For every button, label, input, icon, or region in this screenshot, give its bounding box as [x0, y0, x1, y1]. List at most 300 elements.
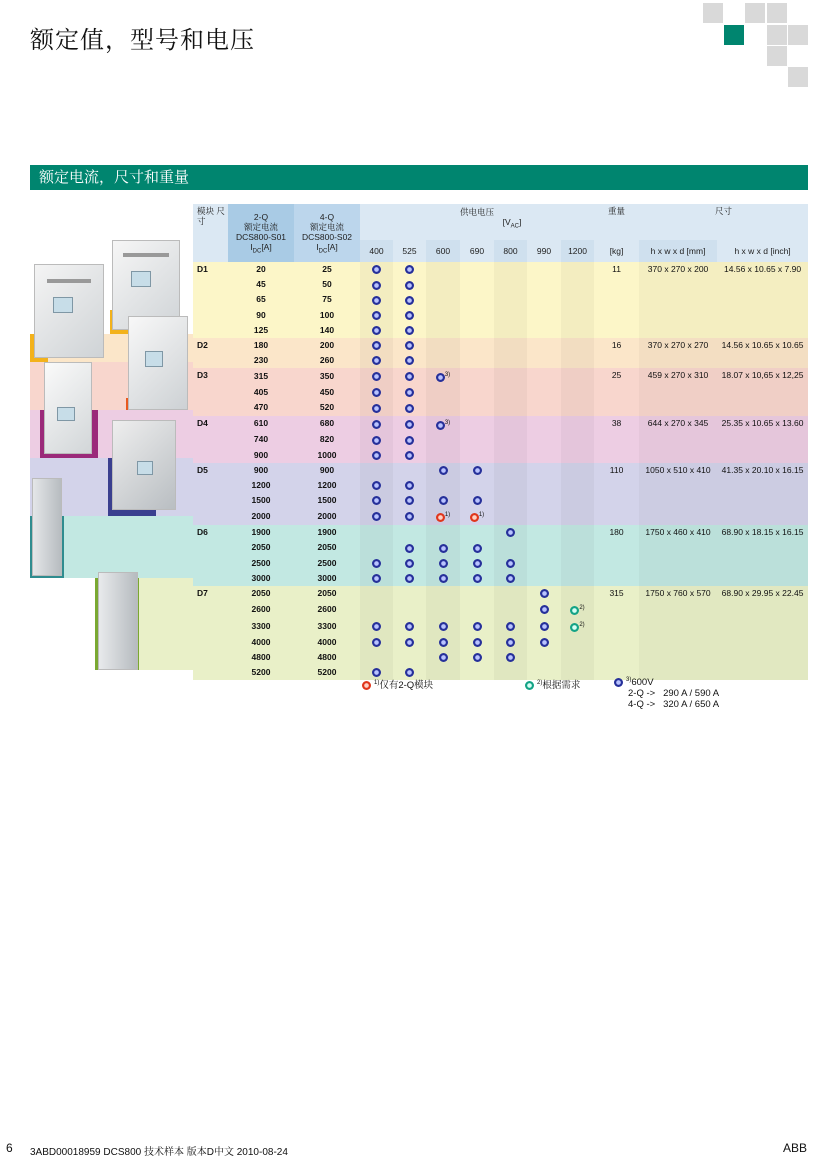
voltage-availability-cell: [360, 650, 393, 665]
voltage-availability-cell: [426, 448, 460, 463]
current-2q-cell: 65: [256, 294, 266, 305]
voltage-availability-cell: [426, 277, 460, 292]
weight-cell: 110: [609, 464, 624, 475]
dim-inch-cell: 14.56 x 10.65 x 7.90: [717, 262, 808, 338]
voltage-availability-cell: [494, 555, 527, 570]
voltage-availability-cell: [527, 416, 561, 433]
voltage-availability-cell: [527, 262, 561, 277]
footnote-marker: 3): [444, 372, 451, 379]
rated-current-4q-header: 4-Q 额定电流 DCS800-S02 $I_{DC}[A]$: [294, 204, 360, 262]
voltage-availability-cell: [460, 262, 494, 277]
current-2q-cell: 2050: [251, 587, 271, 598]
table-row: [193, 338, 808, 353]
current-4q-cell: 900: [319, 464, 335, 475]
blue-dot-icon: [405, 420, 414, 429]
blue-dot-icon: [473, 622, 482, 631]
table-row: [193, 463, 808, 478]
note-1: $^{1)}$仅有2-Q模块: [362, 677, 433, 691]
blue-dot-icon: [439, 638, 448, 647]
voltage-availability-cell: [393, 618, 426, 635]
voltage-availability-cell: [393, 416, 426, 433]
blue-dot-icon: [372, 436, 381, 445]
voltage-availability-cell: [494, 650, 527, 665]
voltage-availability-cell: [460, 571, 494, 586]
blue-dot-icon: [439, 653, 448, 662]
weight-unit-header: [kg]: [594, 240, 639, 262]
voltage-availability-cell: [393, 432, 426, 447]
weight-cell: 315: [609, 587, 624, 598]
voltage-availability-cell: [494, 368, 527, 385]
voltage-availability-cell: [561, 262, 594, 277]
voltage-availability-cell: [527, 601, 561, 618]
current-2q-cell: 125: [253, 324, 269, 335]
page-title: 额定值，型号和电压: [30, 26, 255, 54]
current-4q-cell: 520: [319, 402, 335, 413]
blue-dot-icon: [372, 265, 381, 274]
voltage-availability-cell: [360, 540, 393, 555]
blue-dot-icon: [405, 544, 414, 553]
rated-current-2q-header: 2-Q 额定电流 DCS800-S01 $I_{DC}[A]$: [228, 204, 294, 262]
blue-dot-icon: [405, 296, 414, 305]
dimension-header: 尺寸: [639, 204, 808, 240]
voltage-availability-cell: [360, 525, 393, 540]
voltage-availability-cell: [460, 416, 494, 433]
current-4q-cell: 260: [319, 355, 335, 366]
blue-dot-icon: [405, 451, 414, 460]
blue-dot-icon: [439, 622, 448, 631]
voltage-availability-cell: [494, 262, 527, 277]
blue-dot-icon: [372, 356, 381, 365]
blue-dot-icon: [540, 638, 549, 647]
voltage-availability-cell: [494, 571, 527, 586]
current-4q-cell: 3300: [317, 620, 337, 631]
current-4q-cell: 4000: [317, 636, 337, 647]
current-4q-cell: 25: [322, 264, 332, 275]
device-d3-image: [128, 316, 188, 410]
voltage-availability-cell: [494, 432, 527, 447]
current-2q-cell: 4000: [251, 636, 271, 647]
voltage-availability-cell: [393, 353, 426, 368]
current-4q-cell: 680: [319, 418, 335, 429]
voltage-availability-cell: [561, 525, 594, 540]
module-size-cell: D4: [197, 417, 208, 428]
blue-dot-icon: [439, 496, 448, 505]
current-2q-cell: 405: [253, 387, 269, 398]
current-4q-cell: 450: [319, 387, 335, 398]
voltage-availability-cell: [360, 448, 393, 463]
voltage-availability-cell: [561, 571, 594, 586]
table-header: [193, 204, 808, 262]
voltage-availability-cell: [527, 463, 561, 478]
blue-dot-icon: [372, 388, 381, 397]
voltage-availability-cell: [494, 540, 527, 555]
blue-dot-icon: [405, 404, 414, 413]
current-2q-cell: 5200: [251, 667, 271, 678]
dim-mm-cell: 370 x 270 x 270: [639, 338, 717, 368]
current-4q-cell: 100: [319, 309, 335, 320]
blue-dot-icon: [372, 574, 381, 583]
voltage-availability-cell: [360, 308, 393, 323]
section-title-bar: [30, 165, 808, 190]
current-4q-cell: 140: [319, 324, 335, 335]
current-4q-cell: 820: [319, 434, 335, 445]
voltage-availability-cell: [527, 635, 561, 650]
table-row: [193, 586, 808, 601]
blue-dot-icon: [405, 388, 414, 397]
page-number: 6: [6, 1141, 13, 1155]
current-2q-cell: 900: [253, 464, 269, 475]
voltage-availability-cell: [393, 368, 426, 385]
blue-dot-icon: [405, 496, 414, 505]
blue-dot-icon: [405, 481, 414, 490]
current-2q-cell: 20: [256, 264, 266, 275]
voltage-availability-cell: [561, 308, 594, 323]
current-2q-cell: 1900: [251, 527, 271, 538]
device-d4-image: [44, 362, 92, 454]
dim-inch-cell: 41.35 x 20.10 x 16.15: [717, 463, 808, 525]
voltage-availability-cell: [527, 277, 561, 292]
module-size-cell: D6: [197, 527, 208, 538]
voltage-availability-cell: [426, 416, 460, 433]
current-4q-cell: 2050: [317, 542, 337, 553]
dim-mm-cell: 459 x 270 x 310: [639, 368, 717, 415]
voltage-availability-cell: [494, 665, 527, 680]
voltage-availability-cell: [561, 508, 594, 525]
blue-dot-icon: [540, 605, 549, 614]
current-2q-cell: 1200: [251, 480, 271, 490]
voltage-availability-cell: [426, 555, 460, 570]
voltage-availability-cell: [426, 540, 460, 555]
voltage-availability-cell: [494, 525, 527, 540]
voltage-availability-cell: [527, 448, 561, 463]
voltage-header-6: 1200: [561, 240, 594, 262]
voltage-availability-cell: [360, 353, 393, 368]
module-size-cell: D3: [197, 370, 208, 381]
voltage-availability-cell: [561, 448, 594, 463]
current-4q-cell: 1900: [317, 527, 337, 538]
voltage-availability-cell: [460, 478, 494, 493]
voltage-availability-cell: [460, 586, 494, 601]
dim-mm-cell: 1750 x 460 x 410: [639, 525, 717, 586]
device-d5-image: [112, 420, 176, 510]
voltage-availability-cell: [426, 368, 460, 385]
current-4q-cell: 2000: [317, 511, 337, 522]
voltage-availability-cell: [360, 323, 393, 338]
voltage-availability-cell: [561, 323, 594, 338]
voltage-availability-cell: [393, 308, 426, 323]
voltage-availability-cell: [360, 400, 393, 415]
voltage-availability-cell: [527, 555, 561, 570]
module-size-cell: D7: [197, 587, 208, 598]
dim-inch-cell: 14.56 x 10.65 x 10.65: [717, 338, 808, 368]
blue-dot-icon: [506, 559, 515, 568]
blue-dot-icon: [436, 421, 445, 430]
blue-dot-icon: [405, 436, 414, 445]
current-2q-cell: 180: [253, 340, 269, 351]
voltage-availability-cell: [426, 635, 460, 650]
current-2q-cell: 2000: [251, 511, 271, 522]
voltage-availability-cell: [360, 508, 393, 525]
current-4q-cell: 50: [322, 279, 332, 290]
voltage-availability-cell: [527, 586, 561, 601]
voltage-availability-cell: [527, 308, 561, 323]
voltage-availability-cell: [360, 432, 393, 447]
voltage-availability-cell: [527, 618, 561, 635]
voltage-availability-cell: [360, 618, 393, 635]
current-2q-cell: 3000: [251, 572, 271, 583]
current-2q-cell: 470: [253, 402, 269, 413]
teal-dot-icon: [570, 606, 579, 615]
blue-dot-icon: [405, 559, 414, 568]
module-header: 模块 尺寸: [193, 204, 228, 262]
voltage-availability-cell: [527, 508, 561, 525]
voltage-availability-cell: [561, 292, 594, 307]
footer-brand: ABB: [783, 1141, 808, 1155]
voltage-header-0: 400: [360, 240, 393, 262]
voltage-availability-cell: [360, 571, 393, 586]
voltage-availability-cell: [561, 416, 594, 433]
weight-cell: 38: [611, 417, 622, 428]
dim-inch-cell: 25.35 x 10.65 x 13.60: [717, 416, 808, 463]
voltage-availability-cell: [426, 432, 460, 447]
blue-dot-icon: [439, 544, 448, 553]
voltage-availability-cell: [561, 353, 594, 368]
voltage-header-2: 600: [426, 240, 460, 262]
current-2q-cell: 2050: [251, 542, 271, 553]
voltage-availability-cell: [360, 493, 393, 508]
blue-dot-icon: [372, 326, 381, 335]
voltage-availability-cell: [527, 323, 561, 338]
voltage-availability-cell: [460, 508, 494, 525]
voltage-availability-cell: [360, 586, 393, 601]
voltage-availability-cell: [426, 292, 460, 307]
module-size-cell: D2: [197, 339, 208, 350]
voltage-availability-cell: [426, 353, 460, 368]
current-2q-cell: 900: [253, 449, 269, 460]
voltage-availability-cell: [460, 292, 494, 307]
voltage-availability-cell: [393, 262, 426, 277]
dim-inch-cell: 68.90 x 18.15 x 16.15: [717, 525, 808, 586]
voltage-availability-cell: [393, 525, 426, 540]
voltage-availability-cell: [426, 525, 460, 540]
voltage-availability-cell: [360, 292, 393, 307]
table-row: [193, 525, 808, 540]
note-3: $^{3)}$600V 2-Q -> 290 A / 590 A 4-Q -> 320 A / 650 A: [614, 677, 719, 710]
blue-dot-icon: [372, 281, 381, 290]
voltage-availability-cell: [527, 368, 561, 385]
voltage-availability-cell: [527, 571, 561, 586]
voltage-availability-cell: [426, 601, 460, 618]
dim-mm-header: h x w x d [mm]: [639, 240, 717, 262]
blue-dot-icon: [506, 653, 515, 662]
voltage-availability-cell: [494, 478, 527, 493]
voltage-availability-cell: [527, 385, 561, 400]
voltage-availability-cell: [494, 493, 527, 508]
voltage-availability-cell: [561, 478, 594, 493]
voltage-availability-cell: [460, 323, 494, 338]
weight-cell: 25: [611, 370, 622, 381]
current-4q-cell: 2500: [317, 557, 337, 568]
module-size-cell: D5: [197, 464, 208, 475]
voltage-availability-cell: [426, 586, 460, 601]
current-4q-cell: 200: [319, 340, 335, 351]
red-dot-icon: [436, 513, 445, 522]
voltage-availability-cell: [494, 385, 527, 400]
teal-dot-icon: [570, 623, 579, 632]
voltage-availability-cell: [527, 432, 561, 447]
voltage-availability-cell: [393, 463, 426, 478]
voltage-availability-cell: [393, 601, 426, 618]
current-2q-cell: 90: [256, 309, 266, 320]
voltage-availability-cell: [426, 618, 460, 635]
blue-dot-icon: [372, 372, 381, 381]
voltage-availability-cell: [527, 650, 561, 665]
voltage-availability-cell: [494, 635, 527, 650]
voltage-availability-cell: [494, 400, 527, 415]
voltage-availability-cell: [426, 338, 460, 353]
blue-dot-icon: [506, 574, 515, 583]
voltage-availability-cell: [460, 448, 494, 463]
voltage-availability-cell: [393, 338, 426, 353]
blue-dot-icon: [439, 559, 448, 568]
voltage-availability-cell: [393, 493, 426, 508]
voltage-availability-cell: [460, 650, 494, 665]
voltage-availability-cell: [527, 400, 561, 415]
blue-dot-icon: [506, 622, 515, 631]
voltage-availability-cell: [393, 385, 426, 400]
footnote-marker: 1): [478, 512, 485, 519]
footnote-marker: 2): [579, 621, 585, 628]
voltage-availability-cell: [393, 400, 426, 415]
blue-dot-icon: [473, 574, 482, 583]
voltage-availability-cell: [393, 292, 426, 307]
voltage-availability-cell: [393, 508, 426, 525]
voltage-availability-cell: [494, 601, 527, 618]
red-dot-icon: [362, 681, 371, 690]
blue-dot-icon: [372, 512, 381, 521]
current-4q-cell: 2600: [317, 603, 337, 614]
blue-dot-icon: [439, 466, 448, 475]
rating-table: [193, 204, 808, 680]
blue-dot-icon: [372, 496, 381, 505]
voltage-availability-cell: [460, 368, 494, 385]
device-d6-image: [32, 478, 62, 576]
dim-inch-header: h x w x d [inch]: [717, 240, 808, 262]
current-4q-cell: 75: [322, 294, 332, 305]
blue-dot-icon: [405, 311, 414, 320]
current-4q-cell: 5200: [317, 667, 337, 678]
voltage-availability-cell: [494, 416, 527, 433]
voltage-availability-cell: [494, 353, 527, 368]
footnote-marker: 1): [444, 512, 451, 519]
voltage-availability-cell: [561, 601, 594, 618]
voltage-availability-cell: [426, 400, 460, 415]
voltage-availability-cell: [426, 385, 460, 400]
weight-cell: 16: [611, 339, 622, 350]
blue-dot-icon: [372, 451, 381, 460]
voltage-availability-cell: [561, 277, 594, 292]
voltage-availability-cell: [393, 478, 426, 493]
voltage-availability-cell: [561, 586, 594, 601]
current-2q-cell: 3300: [251, 620, 271, 631]
voltage-availability-cell: [460, 618, 494, 635]
blue-dot-icon: [473, 496, 482, 505]
blue-dot-icon: [372, 638, 381, 647]
table-row: [193, 368, 808, 385]
current-2q-cell: 230: [253, 355, 269, 366]
voltage-availability-cell: [360, 338, 393, 353]
voltage-availability-cell: [360, 277, 393, 292]
voltage-availability-cell: [561, 540, 594, 555]
current-4q-cell: 2050: [317, 587, 337, 598]
voltage-availability-cell: [494, 308, 527, 323]
voltage-availability-cell: [460, 385, 494, 400]
voltage-availability-cell: [393, 586, 426, 601]
note-2: $^{2)}$根据需求: [525, 677, 580, 691]
voltage-availability-cell: [426, 308, 460, 323]
voltage-availability-cell: [360, 463, 393, 478]
voltage-availability-cell: [360, 478, 393, 493]
current-4q-cell: 1500: [317, 495, 337, 506]
blue-dot-icon: [473, 559, 482, 568]
voltage-availability-cell: [527, 353, 561, 368]
voltage-header-3: 690: [460, 240, 494, 262]
voltage-availability-cell: [460, 308, 494, 323]
blue-dot-icon: [405, 341, 414, 350]
footer-doc-info: 3ABD00018959 DCS800 技术样本 版本D中文 2010-08-24: [30, 1147, 288, 1158]
voltage-availability-cell: [426, 650, 460, 665]
voltage-availability-cell: [426, 493, 460, 508]
blue-dot-icon: [405, 356, 414, 365]
voltage-availability-cell: [494, 463, 527, 478]
blue-dot-icon: [436, 373, 445, 382]
module-size-cell: D1: [197, 264, 208, 274]
voltage-availability-cell: [393, 635, 426, 650]
blue-dot-icon: [372, 404, 381, 413]
table-body: [193, 262, 808, 680]
footnote-marker: 3): [444, 419, 451, 426]
voltage-availability-cell: [393, 650, 426, 665]
voltage-availability-cell: [460, 353, 494, 368]
section-title: 额定电流，尺寸和重量: [39, 168, 190, 186]
current-2q-cell: 2500: [251, 557, 271, 568]
voltage-availability-cell: [360, 555, 393, 570]
voltage-availability-cell: [460, 665, 494, 680]
blue-dot-icon: [614, 678, 623, 687]
blue-dot-icon: [473, 653, 482, 662]
voltage-availability-cell: [393, 277, 426, 292]
voltage-availability-cell: [494, 323, 527, 338]
voltage-availability-cell: [561, 338, 594, 353]
table-row: [193, 262, 808, 277]
current-2q-cell: 2600: [251, 603, 271, 614]
dim-mm-cell: 1750 x 760 x 570: [639, 586, 717, 680]
blue-dot-icon: [540, 589, 549, 598]
footnote-marker: 2): [579, 605, 585, 612]
voltage-availability-cell: [561, 635, 594, 650]
voltage-availability-cell: [561, 555, 594, 570]
voltage-availability-cell: [527, 478, 561, 493]
blue-dot-icon: [405, 265, 414, 274]
blue-dot-icon: [372, 311, 381, 320]
voltage-availability-cell: [494, 338, 527, 353]
voltage-availability-cell: [426, 478, 460, 493]
voltage-availability-cell: [494, 292, 527, 307]
dim-inch-cell: 18.07 x 10,65 x 12,25: [717, 368, 808, 415]
blue-dot-icon: [405, 622, 414, 631]
voltage-availability-cell: [460, 635, 494, 650]
voltage-availability-cell: [393, 555, 426, 570]
